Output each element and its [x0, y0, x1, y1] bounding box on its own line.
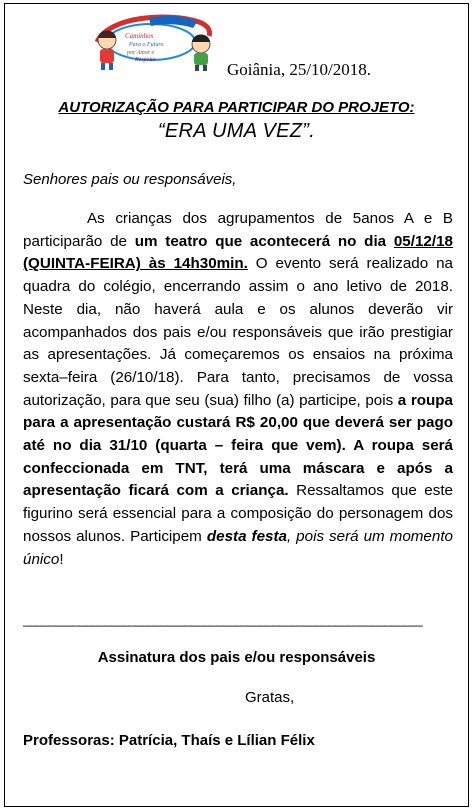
school-logo: [89, 12, 219, 72]
project-name: “ERA UMA VEZ”.: [157, 120, 316, 142]
costume-info: a roupa para a apresentação custará R$ 20,00 que deverá ser pago até no dia 31/10 (quarta – feira que vem). A roupa será confeccionada em TNT, terá uma máscara e após a apresentação ficará com a criança.: [23, 391, 454, 500]
event-highlight: um teatro que acontecerá no dia: [134, 232, 394, 250]
svg-text:por Amor e: por Amor e: [127, 50, 155, 56]
text-run: O evento será realizado na quadra do colégio, encerrando assim o ano letivo de 2018. Neste dia, não haverá aula e os alunos deverão vir acompanhados dos pais e/ou responsáveis que irão prestigiar as apresentações. Já começaremos os ensaios na próxima sexta–feira (26/10/18). Para tanto, precisamos de vossa autorização, para que seu (sua) filho (a) participe, pois: [23, 255, 453, 409]
text-run: Ressaltamos que este figurino será essencial para a composição do personagem dos nossos alunos.: [23, 482, 453, 545]
city-date: Goiânia, 25/10/2018.: [227, 60, 372, 79]
event-date: 05/12/18 (QUINTA-FEIRA) às 14h30min.: [23, 232, 453, 273]
salutation: Senhores pais ou responsáveis,: [23, 171, 237, 188]
letter-body: [23, 208, 453, 571]
svg-text:Respeito: Respeito: [135, 57, 156, 63]
closing-phrase: Participem: [130, 527, 207, 545]
letter-paragraph: [23, 208, 453, 571]
closing-phrase: !: [59, 550, 64, 568]
signature-label: Assinatura dos pais e/ou responsáveis: [97, 649, 376, 666]
svg-text:Para o Futuro: Para o Futuro: [129, 42, 164, 48]
text-run: As crianças dos agrupamentos de 5anos A e B participarão de: [23, 210, 453, 250]
closing-phrase: desta festa: [206, 527, 287, 545]
closing-phrase: , pois será um momento único: [23, 527, 453, 568]
document-page: [4, 3, 469, 807]
svg-text:Caminhos: Caminhos: [125, 32, 154, 40]
signature-line: ________________________________________________________________: [23, 612, 422, 627]
teachers-names: Professoras: Patrícia, Thaís e Lílian Félix: [23, 732, 315, 749]
document-title: AUTORIZAÇÃO PARA PARTICIPAR DO PROJETO:: [58, 99, 415, 116]
thanks-text: Gratas,: [245, 689, 295, 706]
